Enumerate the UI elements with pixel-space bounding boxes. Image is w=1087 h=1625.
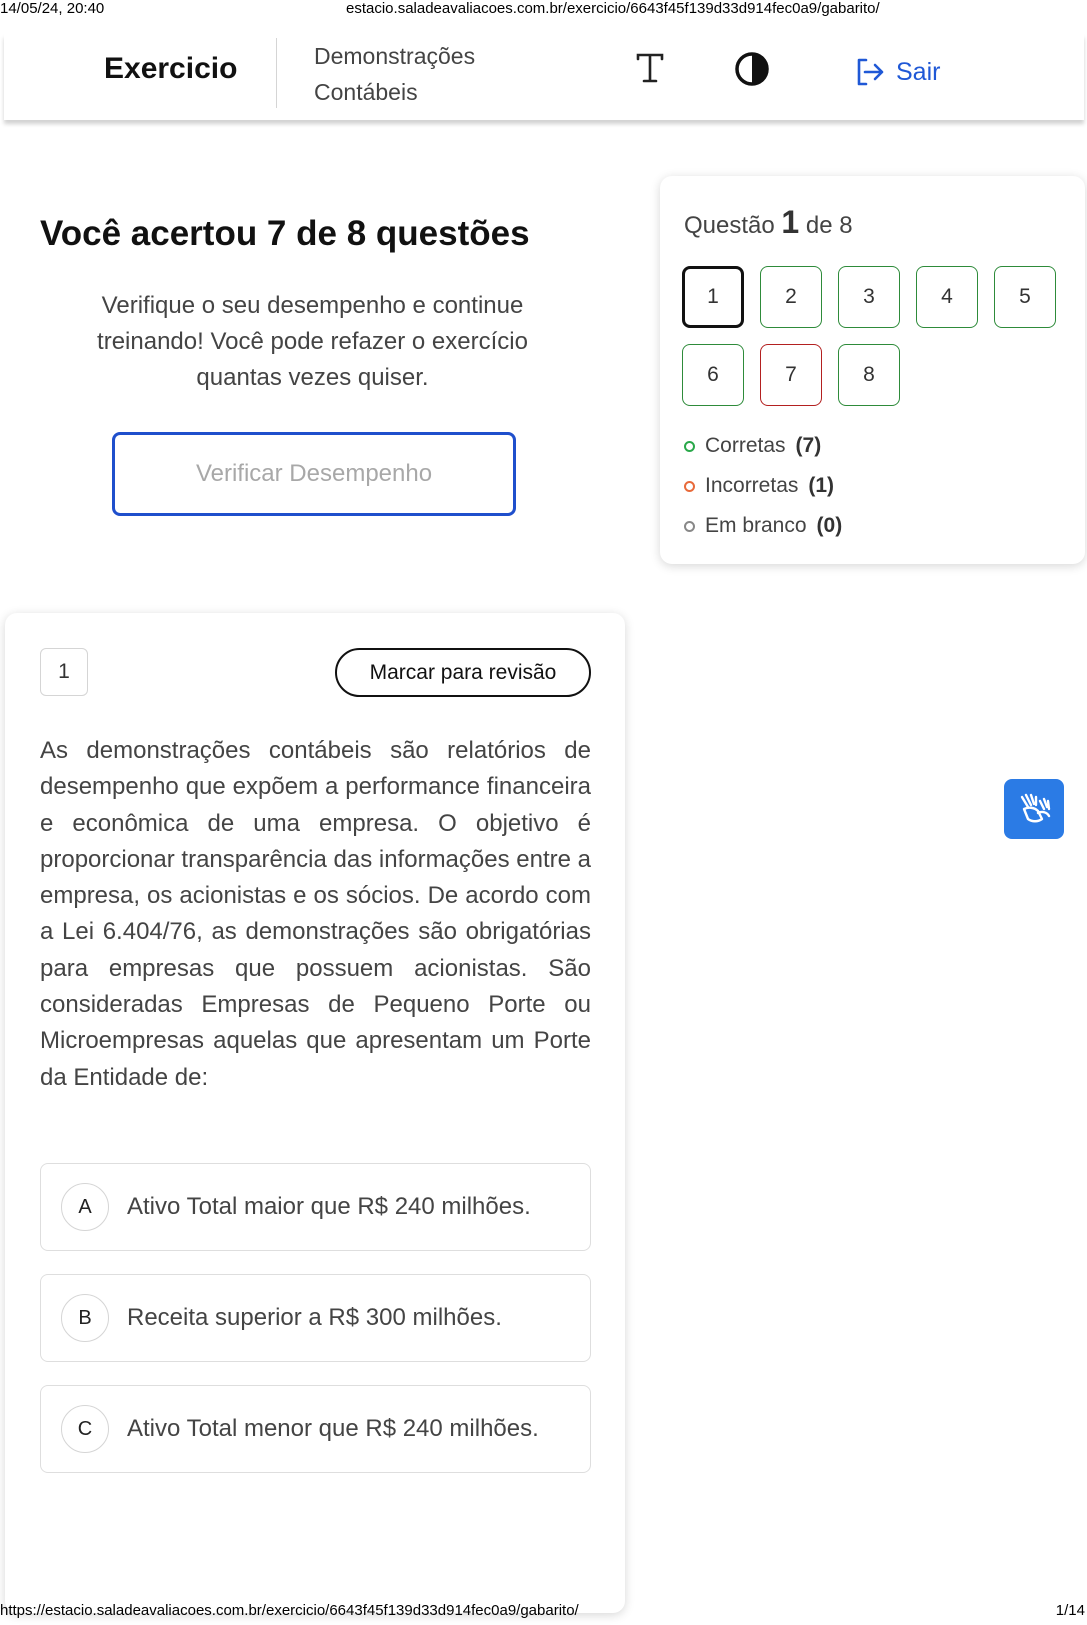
- navigator-current: 1: [781, 204, 800, 240]
- question-button-6[interactable]: 6: [682, 344, 744, 406]
- navigator-suffix: de 8: [805, 212, 853, 239]
- contrast-button[interactable]: [732, 49, 772, 89]
- question-button-1[interactable]: 1: [682, 266, 744, 328]
- legend-wrong-label: Incorretas: [705, 474, 799, 497]
- logout-label: Sair: [896, 57, 941, 86]
- navigator-prefix: Questão: [684, 212, 775, 239]
- sign-language-button[interactable]: [1004, 779, 1064, 839]
- wrong-dot-icon: [684, 481, 695, 492]
- option-text: Ativo Total maior que R$ 240 milhões.: [127, 1193, 531, 1220]
- print-datetime: 14/05/24, 20:40: [0, 0, 105, 17]
- legend-correct-count: (7): [795, 434, 822, 457]
- print-page-number: 1/14: [1055, 1602, 1085, 1619]
- verify-performance-button[interactable]: Verificar Desempenho: [112, 432, 516, 516]
- sign-language-icon: [1014, 789, 1054, 829]
- option-letter: B: [61, 1294, 109, 1342]
- option-text: Ativo Total menor que R$ 240 milhões.: [127, 1415, 539, 1442]
- blank-dot-icon: [684, 521, 695, 532]
- correct-dot-icon: [684, 441, 695, 452]
- result-title: Você acertou 7 de 8 questões: [40, 214, 530, 253]
- legend-wrong-count: (1): [808, 474, 835, 497]
- legend-wrong: [684, 474, 834, 498]
- course-title-line2: Contábeis: [314, 79, 418, 105]
- header-divider: [276, 38, 277, 108]
- option-b[interactable]: [40, 1274, 591, 1362]
- option-a[interactable]: [40, 1163, 591, 1251]
- question-button-2[interactable]: 2: [760, 266, 822, 328]
- font-size-button[interactable]: [632, 48, 668, 88]
- legend-correct-label: Corretas: [705, 434, 786, 457]
- app-title: Exercicio: [104, 52, 238, 85]
- question-button-4[interactable]: 4: [916, 266, 978, 328]
- print-footer-url: https://estacio.saladeavaliacoes.com.br/exercicio/6643f45f139d33d914fec0a9/gabarito/: [0, 1602, 579, 1619]
- print-url: estacio.saladeavaliacoes.com.br/exercicio/6643f45f139d33d914fec0a9/gabarito/: [346, 0, 880, 17]
- result-message-line3: quantas vezes quiser.: [196, 364, 429, 391]
- option-c[interactable]: [40, 1385, 591, 1473]
- legend-blank-label: Em branco: [705, 514, 807, 537]
- question-button-3[interactable]: 3: [838, 266, 900, 328]
- option-text: Receita superior a R$ 300 milhões.: [127, 1304, 502, 1331]
- print-header: [0, 0, 1087, 22]
- question-number: 1: [40, 648, 88, 696]
- print-footer: [0, 1602, 1087, 1624]
- legend-correct: [684, 434, 821, 458]
- course-title: [314, 38, 544, 110]
- question-button-8[interactable]: 8: [838, 344, 900, 406]
- question-button-7[interactable]: 7: [760, 344, 822, 406]
- legend-blank-count: (0): [816, 514, 843, 537]
- result-message-line1: Verifique o seu desempenho e continue: [101, 292, 524, 319]
- navigator-heading: [684, 204, 853, 241]
- logout-icon: [854, 56, 886, 88]
- question-card: [5, 613, 625, 1613]
- question-button-5[interactable]: 5: [994, 266, 1056, 328]
- question-text: As demonstrações contábeis são relatórios de desempenho que expõem a performance financeira e econômica de uma empresa. O objetivo é proporcionar transparência das informações entre a empresa, os acionistas e os sócios. De acordo com a Lei 6.404/76, as demonstrações são obrigatórias para empresas que possuem acionistas. São consideradas Empresas de Pequeno Porte ou Microempresas aquelas que apresentam um Porte da Entidade de:: [40, 737, 591, 1091]
- option-letter: A: [61, 1183, 109, 1231]
- mark-for-review-button[interactable]: Marcar para revisão: [335, 648, 591, 697]
- legend-blank: [684, 514, 842, 538]
- app-header: [4, 34, 1084, 120]
- result-message: [60, 288, 565, 396]
- contrast-icon: [734, 51, 770, 87]
- logout-button[interactable]: [854, 52, 940, 92]
- result-message-line2: treinando! Você pode refazer o exercício: [97, 328, 528, 355]
- course-title-line1: Demonstrações: [314, 43, 476, 69]
- option-letter: C: [61, 1405, 109, 1453]
- font-size-icon: [635, 52, 665, 84]
- question-navigator: [660, 176, 1085, 564]
